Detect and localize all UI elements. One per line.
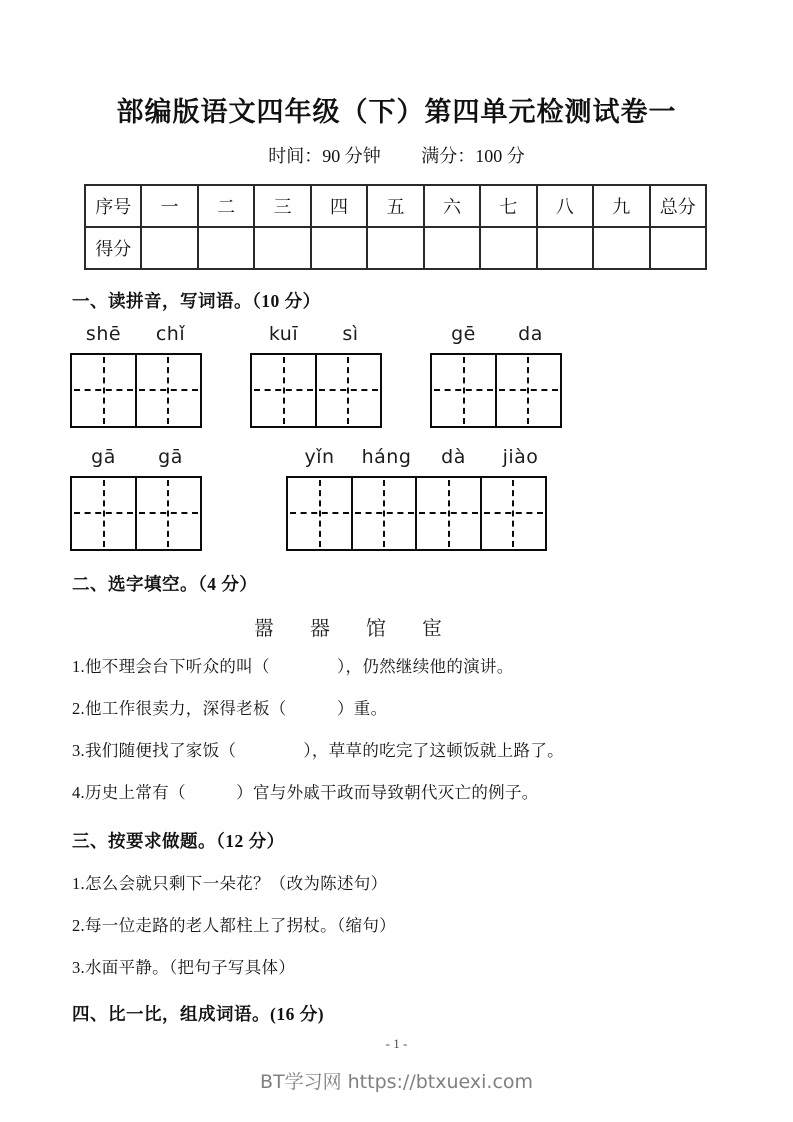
section-2-items <box>72 656 721 804</box>
writing-grid <box>250 353 384 428</box>
page-number: - 1 - <box>385 1036 408 1051</box>
score-table-header-cell: 九 <box>593 185 649 227</box>
pinyin-syllable: gē <box>451 322 476 345</box>
character-writing-cell[interactable] <box>480 476 547 551</box>
score-cell-empty <box>480 227 536 269</box>
pinyin-row <box>70 446 721 551</box>
character-writing-cell[interactable] <box>430 353 497 428</box>
pinyin-labels <box>70 446 204 468</box>
character-writing-cell[interactable] <box>70 476 137 551</box>
cell-vertical-guide <box>167 357 169 424</box>
score-table-header-cell: 四 <box>311 185 367 227</box>
question-item: 1.怎么会就只剩下一朵花？（改为陈述句） <box>72 873 388 893</box>
pinyin-word-group <box>70 323 204 428</box>
character-writing-cell[interactable] <box>70 353 137 428</box>
score-table-header-cell: 八 <box>537 185 593 227</box>
pinyin-word-group <box>430 323 564 428</box>
exam-time: 时间：90 分钟 <box>268 145 381 166</box>
pinyin-syllable: gā <box>158 445 183 468</box>
pinyin-word-group <box>250 323 384 428</box>
pinyin-labels <box>250 323 384 345</box>
score-cell-empty <box>537 227 593 269</box>
writing-grid <box>70 353 204 428</box>
section-3-items <box>72 873 721 979</box>
question-item: 2.每一位走路的老人都柱上了拐杖。（缩句） <box>72 915 396 935</box>
cell-vertical-guide <box>512 480 514 547</box>
exam-meta <box>72 142 721 168</box>
score-cell-empty <box>650 227 706 269</box>
question-item: 1.他不理会台下听众的叫（ ），仍然继续他的演讲。 <box>72 656 514 676</box>
score-cell-empty <box>254 227 310 269</box>
score-table-header-cell: 序号 <box>85 185 141 227</box>
character-writing-cell[interactable] <box>495 353 562 428</box>
pinyin-syllable: gā <box>91 445 116 468</box>
cell-vertical-guide <box>448 480 450 547</box>
pinyin-syllable: yǐn <box>304 445 335 468</box>
cell-vertical-guide <box>463 357 465 424</box>
cell-vertical-guide <box>347 357 349 424</box>
question-item: 3.我们随便找了家饭（ ），草草的吃完了这顿饭就上路了。 <box>72 740 564 760</box>
pinyin-syllable: chǐ <box>155 322 186 345</box>
score-table-header-cell: 六 <box>424 185 480 227</box>
score-cell-empty <box>424 227 480 269</box>
pinyin-labels <box>430 323 564 345</box>
score-cell-empty <box>141 227 197 269</box>
character-writing-cell[interactable] <box>286 476 353 551</box>
section-2-heading: 二、选字填空。（4 分） <box>72 573 258 594</box>
section-3-heading: 三、按要求做题。（12 分） <box>72 830 285 851</box>
character-writing-cell[interactable] <box>315 353 382 428</box>
score-table-header-cell: 七 <box>480 185 536 227</box>
score-table-score-row <box>85 227 706 269</box>
cell-vertical-guide <box>319 480 321 547</box>
section-1-heading: 一、读拼音，写词语。（10 分） <box>72 290 321 311</box>
writing-grid <box>430 353 564 428</box>
pinyin-syllable: shē <box>85 322 122 345</box>
pinyin-syllable: dà <box>441 445 466 468</box>
score-table-header-cell: 五 <box>367 185 423 227</box>
character-writing-cell[interactable] <box>415 476 482 551</box>
character-writing-cell[interactable] <box>135 353 202 428</box>
character-writing-cell[interactable] <box>250 353 317 428</box>
choice-character: 器 <box>310 617 330 640</box>
question-item: 4.历史上常有（ ）官与外戚干政而导致朝代灭亡的例子。 <box>72 782 539 802</box>
score-row-label: 得分 <box>85 227 141 269</box>
cell-vertical-guide <box>103 480 105 547</box>
cell-vertical-guide <box>283 357 285 424</box>
choice-character: 宦 <box>422 617 442 640</box>
pinyin-labels <box>286 446 554 468</box>
choice-characters-row <box>72 612 721 640</box>
exam-full-score: 满分：100 分 <box>421 145 525 166</box>
score-cell-empty <box>311 227 367 269</box>
score-table <box>84 184 707 270</box>
writing-grid <box>286 476 554 551</box>
pinyin-syllable: kuī <box>268 322 299 345</box>
pinyin-labels <box>70 323 204 345</box>
score-table-header-cell: 三 <box>254 185 310 227</box>
question-item: 2.他工作很卖力，深得老板（ ）重。 <box>72 698 388 718</box>
writing-grid <box>70 476 204 551</box>
pinyin-syllable: sì <box>342 322 359 345</box>
score-table-header-cell: 一 <box>141 185 197 227</box>
pinyin-word-group <box>70 446 204 551</box>
character-writing-cell[interactable] <box>135 476 202 551</box>
cell-vertical-guide <box>383 480 385 547</box>
pinyin-syllable: da <box>518 322 543 345</box>
score-table-header-cell: 二 <box>198 185 254 227</box>
section-4-heading: 四、比一比，组成词语。(16 分) <box>72 1003 325 1024</box>
choice-character: 馆 <box>366 617 386 640</box>
pinyin-syllable: jiào <box>502 445 539 468</box>
cell-vertical-guide <box>527 357 529 424</box>
pinyin-syllable: háng <box>361 445 412 468</box>
pinyin-word-group <box>286 446 554 551</box>
cell-vertical-guide <box>103 357 105 424</box>
page-title: 部编版语文四年级（下）第四单元检测试卷一 <box>116 97 677 127</box>
score-table-header-row <box>85 185 706 227</box>
choice-character: 嚣 <box>254 617 274 640</box>
question-item: 3.水面平静。（把句子写具体） <box>72 957 296 977</box>
score-cell-empty <box>198 227 254 269</box>
score-cell-empty <box>367 227 423 269</box>
character-writing-cell[interactable] <box>351 476 418 551</box>
footer-site-link[interactable]: BT学习网 https://btxuexi.com <box>259 1071 534 1093</box>
pinyin-row <box>70 323 721 428</box>
cell-vertical-guide <box>167 480 169 547</box>
score-cell-empty <box>593 227 649 269</box>
pinyin-writing-area <box>72 323 721 551</box>
score-table-header-cell: 总分 <box>650 185 706 227</box>
